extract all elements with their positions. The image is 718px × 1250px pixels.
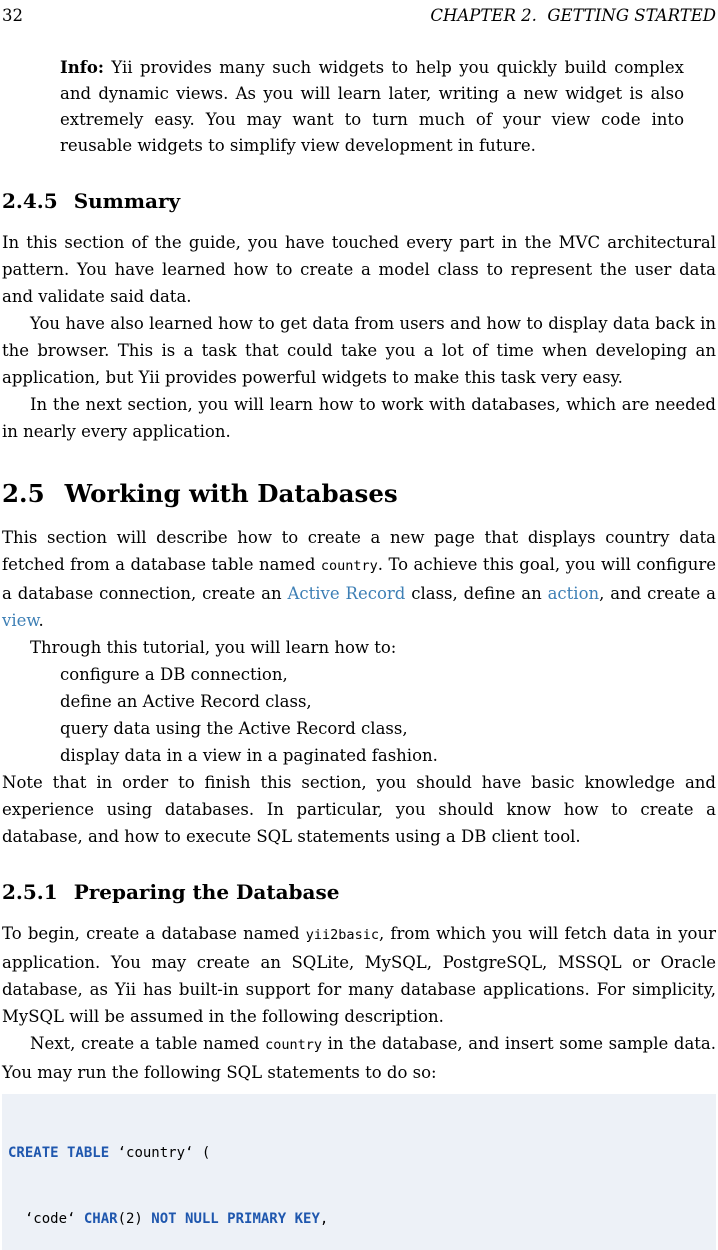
paragraph-summary-1: In this section of the guide, you have touched every part in the MVC architectural pattern. You have learned how to create a model class to represent the user data and validate said data.: [2, 233, 716, 306]
sql-keyword: CREATE TABLE: [8, 1145, 110, 1161]
paragraph-preparing-1: [2, 920, 716, 1030]
heading-preparing-number: 2.5.1: [2, 880, 58, 904]
heading-summary-number: 2.4.5: [2, 189, 58, 213]
paragraph-summary-2: You have also learned how to get data from users and how to display data back in the browser. This is a task that could take you a lot of time when developing an application, but Yii provides powerful widgets to make this task very easy.: [2, 314, 716, 387]
paragraph-working-intro: [2, 524, 716, 634]
heading-summary-title: Summary: [73, 189, 181, 213]
heading-preparing-title: Preparing the Database: [73, 880, 340, 904]
text-run: To begin, create a database named: [2, 924, 306, 943]
info-callout: [60, 55, 684, 159]
list-item: define an Active Record class,: [60, 692, 312, 711]
paragraph-working-note: Note that in order to finish this section, you should have basic knowledge and experience using databases. In particular, you should know how to create a database, and how to execute SQL statements using a DB client tool.: [2, 773, 716, 846]
paragraph-preparing-2: [2, 1030, 716, 1086]
info-text: Yii provides many such widgets to help you quickly build complex and dynamic views. As you will learn later, writing a new widget is also extremely easy. You may want to turn much of your view code into reusable widgets to simplify view development in future.: [60, 58, 684, 155]
list-item: display data in a view in a paginated fashion.: [60, 746, 438, 765]
paragraph-learn-intro: Through this tutorial, you will learn how to:: [30, 638, 397, 657]
heading-working-with-databases: [2, 479, 716, 508]
sql-keyword: CHAR: [83, 1211, 118, 1227]
heading-working-title: Working with Databases: [64, 479, 398, 508]
sql-code-block: [2, 1094, 716, 1250]
heading-working-number: 2.5: [2, 479, 45, 508]
code-text: (2): [117, 1211, 152, 1227]
text-run: This section will describe how to create a new page that displays country data fetched from a database table named: [2, 528, 716, 574]
code-line: [8, 1142, 710, 1164]
page-header: [2, 6, 716, 25]
text-run: , from which you will fetch data in your application. You may create an SQLite, MySQL, PostgreSQL, MSSQL or Oracle database, as Yii has built-in support for many database applications. For simplicity, MySQL will be assumed in the following description.: [2, 924, 716, 1026]
text-run: Next, create a table named: [30, 1034, 266, 1053]
info-label: Info:: [60, 58, 104, 77]
code-text: ‘code‘: [8, 1211, 84, 1227]
link-view[interactable]: view: [2, 611, 39, 630]
list-item: query data using the Active Record class,: [60, 719, 408, 738]
code-text: ‘country‘ (: [109, 1145, 211, 1161]
code-line: [8, 1208, 710, 1230]
inline-code-country: country: [265, 1037, 322, 1053]
inline-code-country: country: [320, 558, 378, 574]
list-item: configure a DB connection,: [60, 665, 288, 684]
paragraph-summary-3: In the next section, you will learn how to work with databases, which are needed in nearly every application.: [2, 395, 716, 441]
text-run: class, define an: [405, 584, 548, 603]
inline-code-yii2basic: yii2basic: [305, 927, 379, 943]
page-number: 32: [2, 6, 23, 25]
code-text: ,: [319, 1211, 329, 1227]
text-run: in the database, and insert some sample data. You may run the following SQL statements to do so:: [2, 1034, 716, 1082]
text-run: . To achieve this goal, you will configure a database connection, create an: [2, 555, 716, 603]
sql-keyword: NOT NULL PRIMARY KEY: [151, 1211, 320, 1227]
heading-preparing-database: [2, 880, 716, 904]
text-run: , and create a: [599, 584, 717, 603]
link-action[interactable]: action: [547, 584, 600, 603]
link-active-record[interactable]: Active Record: [287, 584, 406, 603]
heading-summary: [2, 189, 716, 213]
text-run: .: [38, 611, 44, 630]
learn-list: [60, 661, 716, 769]
running-head-title: CHAPTER 2. GETTING STARTED: [430, 6, 716, 25]
